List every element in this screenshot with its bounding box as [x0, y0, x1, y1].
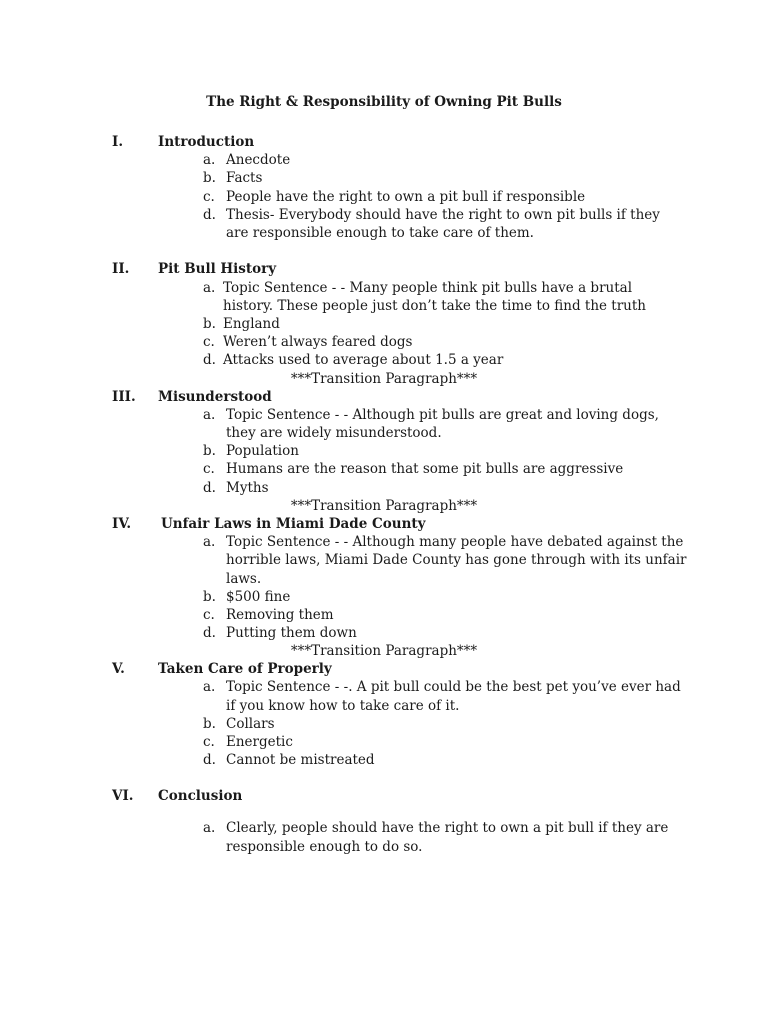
item-letter: d. [203, 207, 216, 223]
transition-note: ***Transition Paragraph*** [290, 498, 478, 514]
item-letter: b. [203, 716, 216, 732]
item-text: Clearly, people should have the right to own a pit bull if they are [226, 820, 669, 836]
item-text-continued: if you know how to take care of it. [226, 698, 460, 714]
item-letter: b. [203, 443, 216, 459]
item-text-continued: horrible laws, Miami Dade County has gone through with its unfair [226, 552, 687, 568]
section-numeral: III. [112, 389, 136, 405]
item-letter: a. [203, 280, 216, 296]
document-title: The Right & Responsibility of Owning Pit Bulls [206, 94, 562, 110]
section-numeral: VI. [112, 788, 134, 804]
item-text: Energetic [226, 734, 293, 750]
item-letter: a. [203, 679, 216, 695]
item-text: Topic Sentence - - Many people think pit bulls have a brutal [223, 280, 633, 296]
item-text: $500 fine [226, 589, 291, 605]
item-text: Humans are the reason that some pit bulls are aggressive [226, 461, 624, 477]
item-letter: b. [203, 316, 216, 332]
item-text: Putting them down [226, 625, 357, 641]
item-letter: c. [203, 189, 215, 205]
transition-note: ***Transition Paragraph*** [290, 643, 478, 659]
item-text: Population [226, 443, 299, 459]
section-numeral: V. [112, 661, 125, 677]
item-text: Anecdote [226, 152, 291, 168]
section-heading: Unfair Laws in Miami Dade County [161, 516, 426, 532]
item-text-continued: are responsible enough to take care of them. [226, 225, 534, 241]
item-text-continued: laws. [226, 571, 262, 587]
item-text: Removing them [226, 607, 334, 623]
section-numeral: IV. [112, 516, 132, 532]
section-numeral: I. [112, 134, 124, 150]
item-text: England [223, 316, 280, 332]
item-letter: a. [203, 407, 216, 423]
item-text: Topic Sentence - - Although pit bulls are great and loving dogs, [226, 407, 659, 423]
item-text: Myths [226, 480, 269, 496]
item-letter: d. [203, 480, 216, 496]
item-letter: c. [203, 334, 215, 350]
item-letter: c. [203, 607, 215, 623]
section-heading: Pit Bull History [158, 261, 277, 277]
item-text-continued: history. These people just don’t take the time to find the truth [223, 298, 646, 314]
item-text: Cannot be mistreated [226, 752, 375, 768]
item-letter: d. [203, 752, 216, 768]
item-text: Weren’t always feared dogs [223, 334, 413, 350]
item-letter: b. [203, 589, 216, 605]
item-text: Topic Sentence - -. A pit bull could be the best pet you’ve ever had [226, 679, 681, 695]
item-letter: d. [203, 352, 216, 368]
item-letter: b. [203, 170, 216, 186]
section-heading: Taken Care of Properly [158, 661, 332, 677]
section-heading: Misunderstood [158, 389, 272, 405]
item-letter: a. [203, 152, 216, 168]
section-heading: Conclusion [158, 788, 243, 804]
item-text: Attacks used to average about 1.5 a year [223, 352, 504, 368]
item-letter: c. [203, 461, 215, 477]
item-text: Collars [226, 716, 275, 732]
item-letter: d. [203, 625, 216, 641]
item-text: People have the right to own a pit bull if responsible [226, 189, 586, 205]
transition-note: ***Transition Paragraph*** [290, 371, 478, 387]
section-numeral: II. [112, 261, 130, 277]
item-text: Facts [226, 170, 263, 186]
item-text-continued: responsible enough to do so. [226, 839, 423, 855]
item-letter: a. [203, 534, 216, 550]
item-text: Topic Sentence - - Although many people have debated against the [226, 534, 684, 550]
section-heading: Introduction [158, 134, 255, 150]
item-text-continued: they are widely misunderstood. [226, 425, 442, 441]
item-letter: a. [203, 820, 216, 836]
item-text: Thesis- Everybody should have the right to own pit bulls if they [226, 207, 660, 223]
item-letter: c. [203, 734, 215, 750]
